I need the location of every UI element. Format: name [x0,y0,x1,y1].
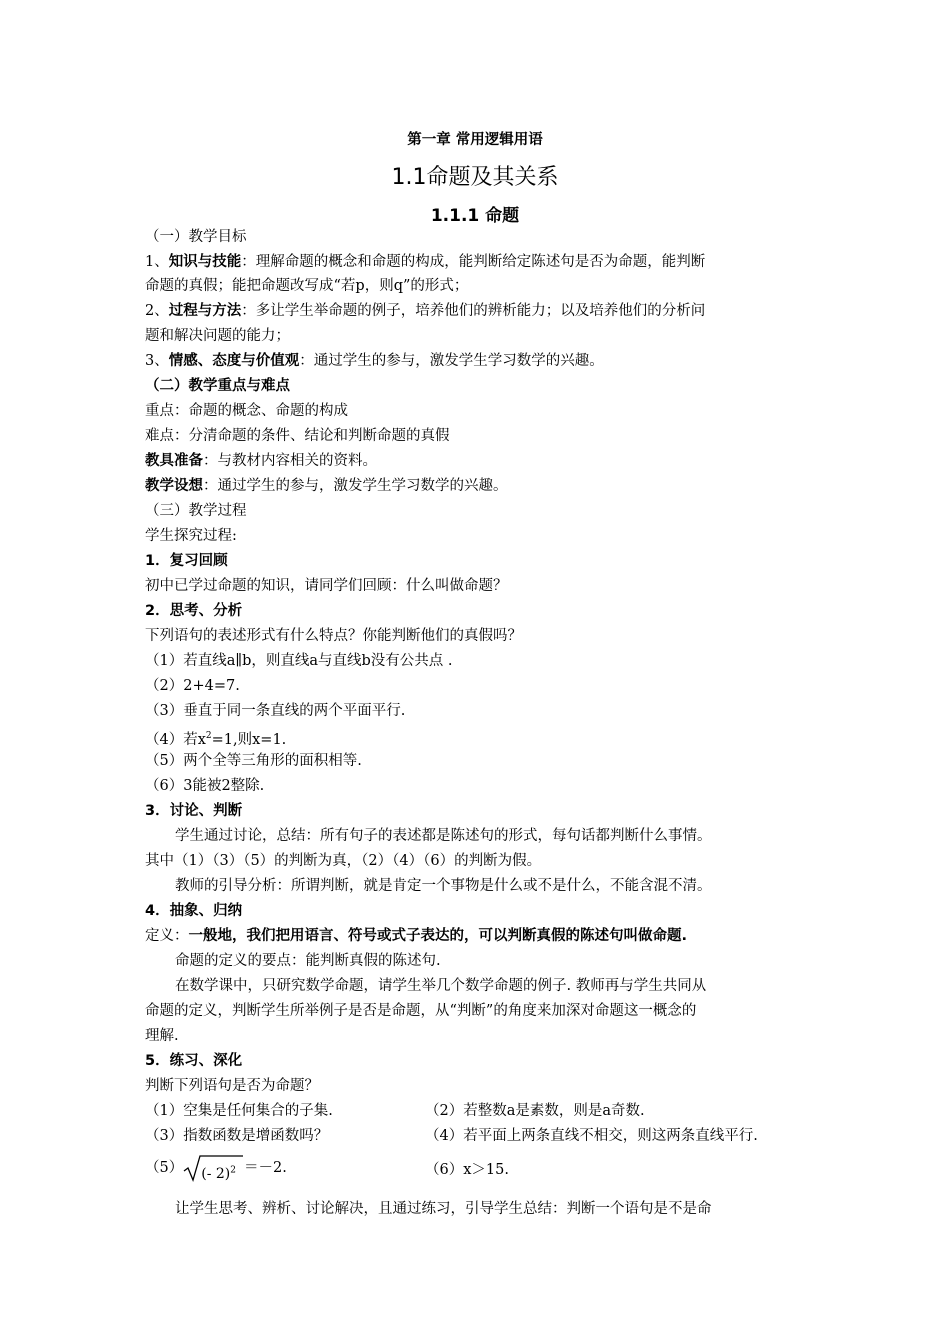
radicand-exponent: 2 [230,1165,236,1175]
statement-1: （1）若直线a∥b，则直线a与直线b没有公共点 . [145,653,453,669]
definition-line [145,924,687,948]
radicand-base: (- 2) [201,1165,231,1182]
key-heading: （二）教学重点与难点 [145,378,290,394]
section-title: 1.1命题及其关系 [391,165,559,190]
step-3-text-b: 其中（1）（3）（5）的判断为真，（2）（4）（6）的判断为假。 [145,853,542,869]
definition-prefix: 定义： [145,928,189,944]
step-4-title: 4．抽象、归纳 [145,903,243,919]
exercise-5 [145,1153,287,1183]
tools-label: 教具准备 [145,453,203,469]
square-root-expression [183,1154,244,1182]
exercise-1: （1）空集是任何集合的子集. [145,1103,333,1119]
statement-6: （6）3能被2整除. [145,778,265,794]
step-3-text-a: 学生通过讨论，总结：所有句子的表述都是陈述句的形式，每句话都判断什么事情。 [175,828,712,844]
statement-4-tail: =1,则x=1. [211,731,287,748]
statement-4 [145,724,286,752]
goals-heading: （一）教学目标 [145,229,247,245]
exercise-6: （6）x＞15. [425,1162,509,1178]
process-intro: 学生探究过程: [145,528,237,544]
key-difficulty: 难点：分清命题的条件、结论和判断命题的真假 [145,428,450,444]
statement-4-head: （4）若x [145,731,206,748]
step-1-text: 初中已学过命题的知识，请同学们回顾：什么叫做命题？ [145,578,508,594]
definition-key: 命题的定义的要点：能判断真假的陈述句. [175,953,441,969]
chapter-title: 第一章 常用逻辑用语 [407,132,543,148]
step-3-text-c: 教师的引导分析：所谓判断，就是肯定一个事物是什么或不是什么，不能含混不清。 [175,878,712,894]
goal-1-label: 知识与技能 [168,254,242,270]
subsection-title: 1.1.1 命题 [430,206,520,226]
exercise-4: （4）若平面上两条直线不相交，则这两条直线平行. [425,1128,758,1144]
definition-text: 一般地，我们把用语言、符号或式子表达的，可以判断真假的陈述句叫做命题. [188,928,688,944]
tools-text: ：与教材内容相关的资料。 [203,453,377,469]
step-4-text-b: 命题的定义，判断学生所举例子是否是命题，从“判断”的角度来加深对命题这一概念的 [145,1003,697,1019]
goal-2-text-a: ：多让学生举命题的例子，培养他们的辨析能力；以及培养他们的分析问 [241,303,706,319]
goal-2-label: 过程与方法 [168,303,242,319]
step-2-title: 2．思考、分析 [145,603,243,619]
radicand [201,1166,236,1182]
statement-5: （5）两个全等三角形的面积相等. [145,753,362,769]
statement-2: （2）2+4=7. [145,678,240,694]
statement-3: （3）垂直于同一条直线的两个平面平行. [145,703,406,719]
process-heading: （三）教学过程 [145,503,247,519]
goal-2-line-a [145,299,705,323]
exercise-5-prefix: （5） [145,1160,184,1176]
step-5-title: 5．练习、深化 [145,1053,243,1069]
goal-2-number: 2、 [145,303,169,319]
key-focus: 重点：命题的概念、命题的构成 [145,403,348,419]
step-3-title: 3．讨论、判断 [145,803,243,819]
goal-3-text: ：通过学生的参与，激发学生学习数学的兴趣。 [299,353,604,369]
step-2-text: 下列语句的表述形式有什么特点？你能判断他们的真假吗？ [145,628,522,644]
exercise-3: （3）指数函数是增函数吗？ [145,1128,329,1144]
goal-3-label: 情感、态度与价值观 [168,353,300,369]
closing-text: 让学生思考、辨析、讨论解决，且通过练习，引导学生总结：判断一个语句是不是命 [175,1201,712,1217]
goal-2-text-b: 题和解决问题的能力； [145,328,290,344]
tools-line [145,449,377,473]
statement-4-exponent: 2 [205,731,212,741]
goal-1-text-a: ：理解命题的概念和命题的构成，能判断给定陈述句是否为命题，能判断 [241,254,706,270]
step-4-text-c: 理解. [145,1028,179,1044]
design-line [145,474,508,498]
step-4-text-a: 在数学课中，只研究数学命题，请学生举几个数学命题的例子. 教师再与学生共同从 [175,978,707,994]
goal-1-number: 1、 [145,254,169,270]
goal-1-text-b: 命题的真假；能把命题改写成“若p，则q”的形式； [145,278,469,294]
design-label: 教学设想 [145,478,203,494]
step-1-title: 1．复习回顾 [145,553,228,569]
step-5-text: 判断下列语句是否为命题？ [145,1078,319,1094]
goal-3-line [145,349,604,373]
goal-1-line-a [145,250,705,274]
exercise-2: （2）若整数a是素数，则是a奇数. [425,1103,645,1119]
design-text: ：通过学生的参与，激发学生学习数学的兴趣。 [203,478,508,494]
exercise-5-tail: ＝－2. [243,1160,287,1176]
goal-3-number: 3、 [145,353,169,369]
